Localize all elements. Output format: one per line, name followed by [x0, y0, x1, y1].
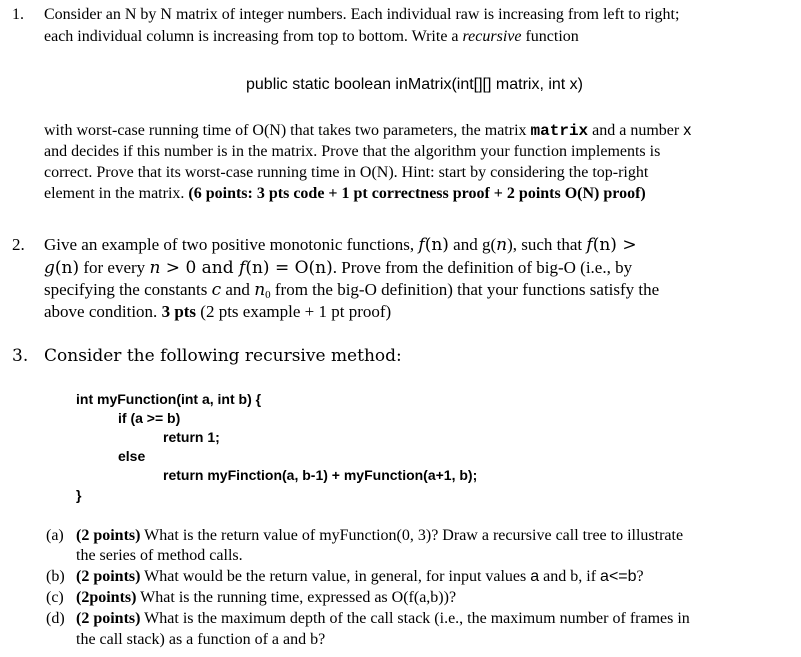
q2-line-4: [44, 303, 391, 321]
code-line-3: return 1;: [163, 429, 220, 445]
part-c-label: (c): [46, 589, 64, 606]
q2-n0-sub: 0: [265, 289, 271, 301]
part-b-text: What would be the return value, in general, for input values: [140, 568, 531, 585]
q2-and-g: and g(: [448, 235, 497, 254]
part-a-line-1: [76, 527, 683, 545]
part-a-points: (2 points): [76, 527, 141, 544]
q2-g: g: [44, 258, 55, 278]
q1-line-3-mid: and a number: [588, 122, 684, 139]
q2-gt-zero: > 0 and: [160, 258, 240, 278]
part-d-label: (d): [46, 610, 65, 627]
part-b-line: [76, 568, 644, 586]
q1-x-param: x: [683, 122, 692, 139]
q1-line-3: [44, 122, 691, 140]
q1-method-signature: public static boolean inMatrix(int[][] matrix, int x): [246, 76, 584, 93]
q1-line-6: [44, 185, 646, 203]
part-a-text: What is the return value of myFunction(0, 3)? Draw a recursive call tree to illustrate: [140, 527, 684, 544]
q2-f-gt: (n) >: [592, 235, 637, 255]
q2-line-2: [44, 259, 632, 277]
q2-line-1: [44, 236, 637, 254]
q2-line-3: [44, 281, 659, 299]
q2-n0: n: [254, 280, 266, 300]
q2-line-2-tail: . Prove from the definition of big-O (i.e., by: [332, 258, 633, 277]
part-d-line-1: [76, 610, 690, 628]
q1-line-2-text: each individual column is increasing from top to bottom. Write a: [44, 28, 463, 45]
question-1-number: 1.: [12, 6, 24, 23]
q2-f-2: f: [586, 235, 593, 255]
q2-line-4-text: above condition.: [44, 302, 162, 321]
part-c-line: [76, 589, 456, 607]
part-a-line-2: the series of method calls.: [76, 547, 243, 564]
q2-points-detail: (2 pts example + 1 pt proof): [196, 302, 392, 321]
question-2-number: 2.: [12, 235, 25, 254]
part-b-a: a: [530, 568, 540, 585]
code-line-1: int myFunction(int a, int b) {: [76, 391, 262, 407]
q2-line-3-text: specifying the constants: [44, 280, 212, 299]
q2-line-1-text: Give an example of two positive monotonic functions,: [44, 235, 419, 254]
q2-f-arg: (n): [424, 235, 449, 255]
q2-n: n: [496, 235, 508, 255]
part-b-text-2: and b, if: [539, 568, 601, 585]
code-line-4: else: [118, 448, 146, 464]
part-b-points: (2 points): [76, 568, 141, 585]
part-b-qmark: ?: [636, 568, 644, 585]
q2-c: c: [211, 280, 222, 300]
q2-big-o: (n) = O(n): [245, 258, 333, 278]
part-c-points: (2points): [76, 589, 137, 606]
q1-line-6-text: element in the matrix.: [44, 185, 189, 202]
q1-line-1: Consider an N by N matrix of integer numbers. Each individual raw is increasing from left to right;: [44, 6, 680, 23]
code-line-6: }: [76, 487, 82, 503]
code-line-2: if (a >= b): [118, 410, 181, 426]
question-3-number: 3.: [12, 346, 29, 366]
q1-line-5: correct. Prove that its worst-case running time in O(N). Hint: start by considering the top-right: [44, 164, 649, 181]
q2-g-arg: (n): [54, 258, 80, 278]
q1-line-3-text: with worst-case running time of O(N) that takes two parameters, the matrix: [44, 122, 531, 139]
q2-n-var: n: [149, 258, 161, 278]
part-a-label: (a): [46, 527, 64, 544]
q1-recursive-emphasis: recursive: [462, 28, 522, 45]
part-b-condition: a<=b: [600, 568, 637, 585]
part-d-points: (2 points): [76, 610, 141, 627]
part-d-text: What is the maximum depth of the call stack (i.e., the maximum number of frames in: [140, 610, 690, 627]
q2-f: f: [418, 235, 425, 255]
q2-line-3-tail: from the big-O definition) that your functions satisfy the: [270, 280, 660, 299]
q2-such-that: ), such that: [507, 235, 587, 254]
q2-points: 3 pts: [161, 302, 197, 321]
q2-for-every: for every: [79, 258, 150, 277]
q1-points: (6 points: 3 pts code + 1 pt correctness proof + 2 points O(N) proof): [188, 185, 646, 202]
q2-and: and: [221, 280, 255, 299]
code-line-5: return myFinction(a, b-1) + myFunction(a+1, b);: [163, 467, 478, 483]
part-d-line-2: the call stack) as a function of a and b?: [76, 631, 326, 648]
part-c-text: What is the running time, expressed as O(f(a,b))?: [136, 589, 457, 606]
part-b-label: (b): [46, 568, 65, 585]
q1-line-4: and decides if this number is in the matrix. Prove that the algorithm your function implements is: [44, 143, 661, 160]
q1-line-2-tail: function: [521, 28, 579, 45]
q3-heading: Consider the following recursive method:: [44, 346, 402, 366]
q1-matrix-param: matrix: [530, 122, 589, 140]
q1-line-2: [44, 28, 579, 46]
q2-f-3: f: [239, 258, 246, 278]
